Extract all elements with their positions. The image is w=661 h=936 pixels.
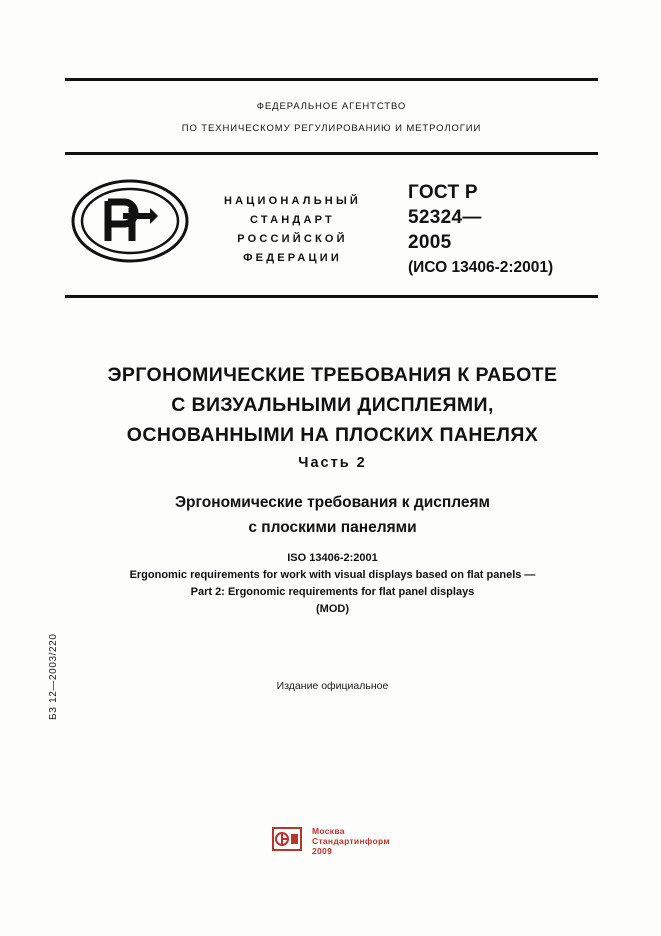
part-label: Часть 2 — [298, 455, 367, 471]
agency-block — [65, 96, 598, 140]
iso-line-3: Part 2: Ergonomic requirements for flat panel displays — [190, 586, 475, 598]
rosstandart-emblem — [70, 178, 190, 264]
middle-divider-rule — [65, 152, 598, 155]
gost-number-block — [408, 180, 608, 280]
national-standard-line-4: ФЕДЕРАЦИИ — [243, 252, 342, 264]
side-code: БЗ 12—2003/220 — [48, 633, 59, 720]
gost-line-2: 52324— — [408, 207, 482, 228]
title-line-2: С ВИЗУАЛЬНЫМИ ДИСПЛЕЯМИ, — [171, 394, 494, 416]
iso-line-4: (MOD) — [316, 603, 349, 615]
official-edition-label: Издание официальное — [276, 680, 389, 692]
publisher-year: 2009 — [312, 846, 333, 856]
publisher-text — [312, 826, 390, 856]
national-standard-line-3: РОССИЙСКОЙ — [237, 233, 348, 245]
national-standard-block — [200, 192, 385, 268]
publisher-city: Москва — [312, 826, 345, 836]
subtitle-line-1: Эргономические требования к дисплеям — [175, 494, 490, 511]
subtitle-line-2: с плоскими панелями — [248, 519, 417, 536]
iso-reference-block — [60, 550, 605, 618]
standartinform-logo — [272, 824, 302, 854]
agency-line-2: ПО ТЕХНИЧЕСКОМУ РЕГУЛИРОВАНИЮ И МЕТРОЛОГИИ — [181, 123, 482, 134]
bottom-divider-rule — [65, 295, 598, 298]
gost-line-4: (ИСО 13406-2:2001) — [408, 259, 554, 276]
publisher-name: Стандартинформ — [312, 836, 390, 846]
subtitle-block — [60, 490, 605, 540]
gost-line-1: ГОСТ Р — [408, 182, 478, 203]
top-divider-rule — [65, 78, 598, 81]
iso-line-1: ISO 13406-2:2001 — [287, 552, 378, 564]
agency-line-1: ФЕДЕРАЛЬНОЕ АГЕНТСТВО — [256, 101, 407, 112]
gost-line-3: 2005 — [408, 232, 452, 253]
national-standard-line-1: НАЦИОНАЛЬНЫЙ — [223, 195, 362, 207]
iso-line-2: Ergonomic requirements for work with visual displays based on flat panels — — [129, 569, 536, 581]
publisher-block — [272, 824, 472, 864]
national-standard-line-2: СТАНДАРТ — [250, 214, 335, 226]
title-line-3: ОСНОВАННЫМИ НА ПЛОСКИХ ПАНЕЛЯХ — [126, 424, 539, 446]
page-title — [60, 360, 605, 450]
title-line-1: ЭРГОНОМИЧЕСКИЕ ТРЕБОВАНИЯ К РАБОТЕ — [107, 364, 558, 386]
